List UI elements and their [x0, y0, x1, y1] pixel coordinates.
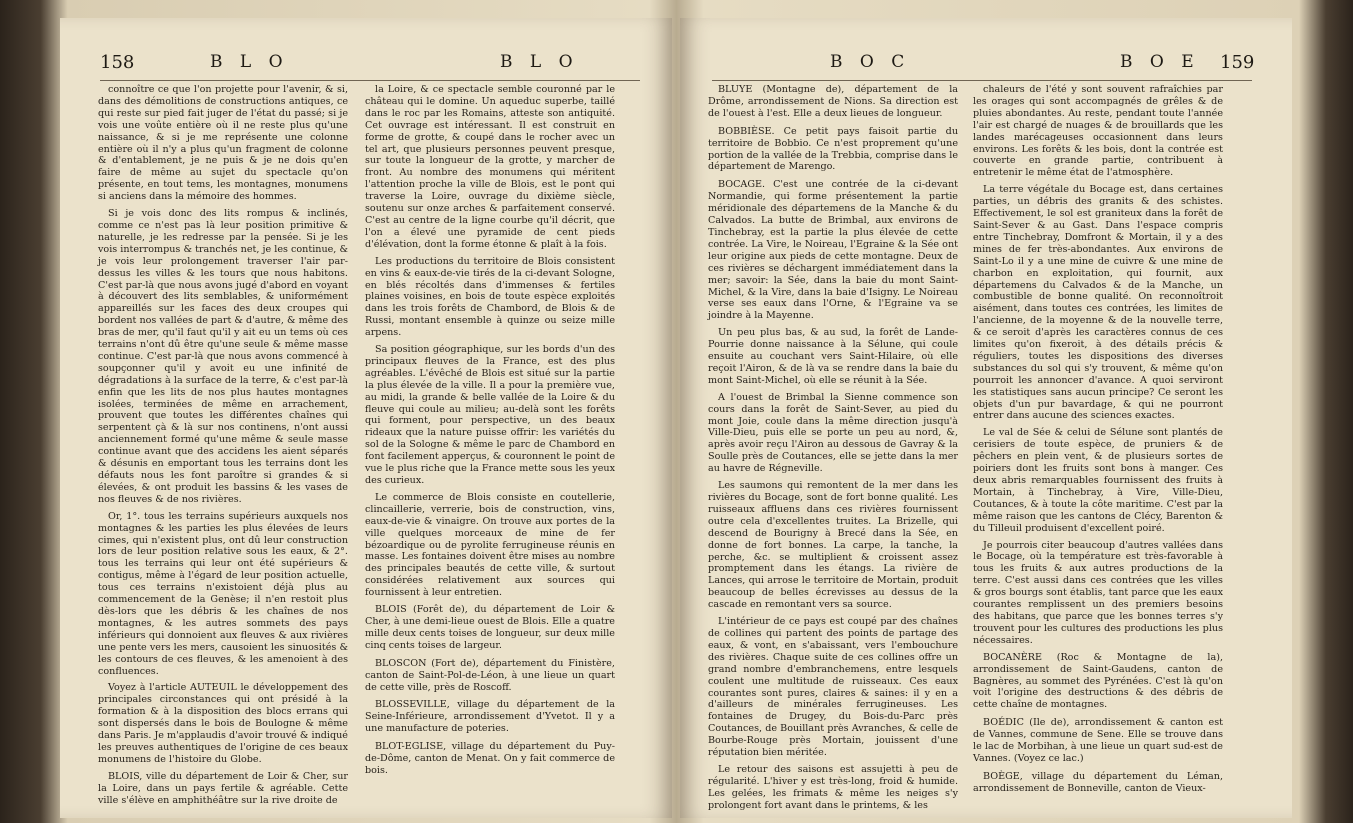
paragraph: Or, 1°. tous les terrains supérieurs auxquels nos montagnes & les parties les plus élevées de leurs cimes, qui n'existent plus, ont dû leur construction lors de leur position relative sous les eaux, & 2°. tous les terrains qui leur ont été supérieurs & contigus, même à l'égard de leur position actuelle, tous ces terrains n'existoient déjà plus au commencement de la Genèse; il n'en restoit plus dès-lors que les débris & les chaînes de nos montagnes, & les autres sommets des pays inférieurs qui donnoient aux fleuves & aux rivières une pente vers les mers, causoient les sinuosités & les contours de ces fleuves, & les amenoient à des confluences.: [98, 510, 348, 677]
paragraph: Voyez à l'article AUTEUIL le développement des principales circonstances qui ont présidé à la formation & à la disposition des blocs errans qui sont dispersés dans le bois de Boulogne & même dans Paris. Je m'applaudis d'avoir trouvé & indiqué les preuves authentiques de l'origine de ces beaux monumens de l'histoire du Globe.: [98, 682, 348, 765]
page-number-left: 158: [100, 52, 135, 73]
right-column-2: [973, 84, 1223, 801]
paragraph: la Loire, & ce spectacle semble couronné par le château qui le domine. Un aqueduc superbe, taillé dans le roc par les Romains, atteste son antiquité. Cet ouvrage est intéressant. Il est construit en forme de grotte, & coupé dans le rocher avec un tel art, que plusieurs personnes peuvent presque, sur toute la longueur de la grotte, y marcher de front. Au nombre des monumens qui méritent l'attention proche la ville de Blois, est le pont qui traverse la Loire, ouvrage du dixième siècle, soutenu sur onze arches & parfaitement conservé. C'est au centre de la ligne courbe qu'il décrit, que l'on a élevé une pyramide de cent pieds d'élévation, dont la forme étonne & plaît à la fois.: [365, 84, 615, 250]
paragraph: BOBBIÈSE. Ce petit pays faisoit partie du territoire de Bobbio. Ce n'est proprement qu'une portion de la vallée de la Trebbia, comprise dans le département de Marengo.: [708, 125, 958, 173]
paragraph: BOCAGE. C'est une contrée de la ci-devant Normandie, qui forme présentement la partie méridionale des départemens de la Manche & du Calvados. La butte de Brimbal, aux environs de Tinchebray, est la partie la plus élevée de cette contrée. La Vire, le Noireau, l'Egraine & la Sée ont leur origine aux pieds de cette montagne. Deux de ces rivières se déchargent immédiatement dans la mer; savoir: la Sée, dans la baie du mont Saint-Michel, & la Vire, dans la baie d'Isigny. Le Noireau verse ses eaux dans l'Orne, & l'Egraine va se joindre à la Mayenne.: [708, 179, 958, 322]
left-column-2: [365, 84, 615, 783]
paragraph: La terre végétale du Bocage est, dans certaines parties, un débris des granits & des schistes. Effectivement, le sol est graniteux dans la forêt de Saint-Sever & au Gast. Dans l'espace compris entre Tinchebray, Domfront & Mortain, il y a des mines de fer très-abondantes. Aux environs de Saint-Lo il y a une mine de cuivre & une mine de charbon en exploitation, qui fournit, aux départemens du Calvados & de la Manche, un combustible de bonne qualité. On reconnoîtroit aisément, dans toutes ces contrées, les limites de l'ancienne, de la moyenne & de la nouvelle terre, & ce seroit d'après les caractères connus de ces limites qu'on fixeroit, à des détails précis & réguliers, toutes les dispositions des diverses substances du sol qui s'y trouvent, & même qu'on pourroit les annoncer d'avance. A quoi serviront les statistiques sans aucun principe? Ce seront les objets d'un pur bavardage, & qui ne pourront entrer dans aucune des sciences exactes.: [973, 184, 1223, 422]
paragraph: Le commerce de Blois consiste en coutellerie, clincaillerie, verrerie, bois de construction, vins, eaux-de-vie & vinaigre. On trouve aux portes de la ville quelques morceaux de mine de fer bézoardique ou de pyrolite ferrugineuse réunis en masse. Les fontaines doivent être mises au nombre des principales beautés de cette ville, & surtout considérées relativement aux sources qui fournissent à leur entretien.: [365, 491, 615, 599]
running-head-left-2: B L O: [500, 52, 579, 72]
paragraph: A l'ouest de Brimbal la Sienne commence son cours dans la forêt de Saint-Sever, au pied du mont Joie, coule dans la même direction jusqu'à Ville-Dieu, puis elle se porte un peu au nord, &, après avoir reçu l'Airon au dessous de Gavray & la Soulle près de Coutances, elle se jette dans la mer au havre de Régneville.: [708, 391, 958, 475]
left-column-1: [98, 84, 348, 811]
paragraph: BLOT-EGLISE, village du département du Puy-de-Dôme, canton de Menat. On y fait commerce de bois.: [365, 741, 615, 776]
left-page: [60, 18, 672, 818]
paragraph: BOÈGE, village du département du Léman, arrondissement de Bonneville, canton de Vieux-: [973, 770, 1223, 794]
right-column-1: [708, 84, 958, 817]
paragraph: BOÉDIC (Ile de), arrondissement & canton est de Vannes, commune de Sene. Elle se trouve dans le lac de Morbihan, à une lieue un quart sud-est de Vannes. (Voyez ce lac.): [973, 717, 1223, 764]
paragraph: Le retour des saisons est assujetti à peu de régularité. L'hiver y est très-long, froid & humide. Les gelées, les frimats & même les neiges s'y prolongent fort avant dans le printems, & les: [708, 763, 958, 811]
paragraph: Le val de Sée & celui de Sélune sont plantés de cerisiers de toute espèce, de pruniers & de pêchers en plein vent, & de plusieurs sortes de poiriers dont les fruits sont bons à manger. Ces deux abris remarquables fournissent des fruits à Mortain, à Tinchebray, à Vire, Ville-Dieu, Coutances, & à toute la côte maritime. C'est par la même raison que les cantons de Clécy, Barenton & du Tilleuil produisent d'excellent poiré.: [973, 427, 1223, 534]
running-head-right-2: B O E: [1120, 52, 1200, 72]
paragraph: Je pourrois citer beaucoup d'autres vallées dans le Bocage, où la température est très-favorable à tous les fruits & aux autres productions de la terre. C'est aussi dans ces contrées que les villes & gros bourgs sont établis, tant parce que les eaux courantes remplissent un des premiers besoins des habitans, que parce que les bonnes terres s'y trouvent pour les cultures des productions les plus nécessaires.: [973, 539, 1223, 646]
paragraph: Les productions du territoire de Blois consistent en vins & eaux-de-vie tirés de la ci-devant Sologne, en blés récoltés dans d'immenses & fertiles plaines voisines, en bois de toute espèce exploités dans les trois forêts de Chambord, de Blois & de Russi, montant ensemble à quinze ou seize mille arpens.: [365, 255, 615, 339]
page-number-right: 159: [1220, 52, 1255, 73]
paragraph: BLOIS (Forêt de), du département de Loir & Cher, à une demi-lieue ouest de Blois. Elle a quatre mille deux cents toises de longueur, sur deux mille cinq cents toises de largeur.: [365, 604, 615, 651]
paragraph: Sa position géographique, sur les bords d'un des principaux fleuves de la France, est des plus agréables. L'évêché de Blois est situé sur la partie la plus élevée de la ville. Il a pour la première vue, au midi, la grande & belle vallée de la Loire & du fleuve qui coule au milieu; au-delà sont les forêts qui forment, pour perspective, un des beaux rideaux que la nature puisse offrir: les variétés du sol de la Sologne & même le parc de Chambord en font facilement apperçus, & couronnent le point de vue le plus riche que la France mette sous les yeux des curieux.: [365, 344, 615, 486]
running-head-left-1: B L O: [210, 52, 289, 72]
paragraph: Les saumons qui remontent de la mer dans les rivières du Bocage, sont de fort bonne qualité. Les ruisseaux affluens dans ces rivières fournissent outre cela d'excellentes truites. La Brizelle, qui descend de Bourigny à Brecé dans la Sée, en donne de fort bonnes. La carpe, la tanche, la perche, &c. se multiplient & croissent assez promptement dans les étangs. La rivière de Lances, qui arrose le territoire de Mortain, produit beaucoup de belles écrevisses au dessus de la cascade en remontant vers sa source.: [708, 480, 958, 611]
paragraph: L'intérieur de ce pays est coupé par des chaînes de collines qui partent des points de partage des eaux, & vont, en s'abaissant, vers l'embouchure des rivières. Chaque suite de ces collines offre un grand nombre d'embranchemens, entre lesquels coulent une multitude de ruisseaux. Ces eaux courantes sont pures, claires & saines: il y en a d'ailleurs de minérales ferrugineuses. Les fontaines de Drugey, du Bois-du-Parc près Coutances, de Bouillant près Avranches, & celle de Bourbe-Rouge près Mortain, jouissent d'une réputation bien méritée.: [708, 616, 958, 759]
running-head-right-1: B O C: [830, 52, 911, 72]
paragraph: BLOIS, ville du département de Loir & Cher, sur la Loire, dans un pays fertile & agréable. Cette ville s'élève en amphithéâtre sur la rive droite de: [98, 770, 348, 806]
paragraph: BLOSSEVILLE, village du département de la Seine-Inférieure, arrondissement d'Yvetot. Il y a une manufacture de poteries.: [365, 699, 615, 735]
paragraph: chaleurs de l'été y sont souvent rafraîchies par les orages qui sont accompagnés de grêles & de pluies abondantes. Au reste, pendant toute l'année l'air est chargé de nuages & de brouillards que les landes marécageuses occasionnent dans leurs environs. Les forêts & les bois, dont la contrée est couverte en grande partie, contribuent à entretenir le même état de l'atmosphère.: [973, 84, 1223, 179]
paragraph: Un peu plus bas, & au sud, la forêt de Lande-Pourrie donne naissance à la Sélune, qui coule ensuite au couchant vers Saint-Hilaire, où elle reçoit l'Airon, & de là va se rendre dans la baie du mont Saint-Michel, où elle se réunit à la Sée.: [708, 327, 958, 386]
right-page: [680, 18, 1292, 818]
paragraph: Si je vois donc des lits rompus & inclinés, comme ce n'est pas là leur position primitive & naturelle, je les redresse par la pensée. Si je les vois interrompus & tranchés net, je les continue, & je vois leur prolongement traverser l'air par-dessus les villes & les tours que nous habitons. C'est par-là que nous avons jugé d'abord en voyant à découvert des lits semblables, & uniformément appareillés sur les faces des deux croupes qui bordent nos vallées de part & d'autre, & même des bras de mer, qu'il faut qu'il y ait eu un tems où ces terrains n'ont dû être qu'une seule & même masse continue. C'est par-là que nous avons commencé à soupçonner qu'il y avoit eu une infinité de dégradations à la surface de la terre, & c'est par-là enfin que les lits de nos plus hautes montagnes isolées, terminées de même en arrachement, prouvent que toutes les différentes chaînes qui serpentent çà & là sur nos continens, n'ont aussi anciennement formé qu'une même & seule masse continue avant que des accidens les aient séparés & désunis en emportant tous les terrains dont les défauts nous les font paroître si grandes & si élevées, & ont produit les bassins & les vases de nos fleuves & de nos rivières.: [98, 208, 348, 505]
header-rule-right: [712, 80, 1252, 81]
paragraph: connoître ce que l'on projette pour l'avenir, & si, dans des démolitions de constructions antiques, ce qui reste sur pied fait juger de l'état du passé; si je vois une voûte entière où il ne reste plus qu'une naissance, & si je me représente une colonne entière où il n'y a plus qu'un fragment de colonne & d'entablement, je ne puis & je ne dois qu'en faire de même au sujet du spectacle qu'on présente, en tout tems, les montagnes, monumens si anciens dans la mémoire des hommes.: [98, 84, 348, 203]
paragraph: BLUYE (Montagne de), département de la Drôme, arrondissement de Nions. Sa direction est de l'ouest à l'est. Elle a deux lieues de longueur.: [708, 84, 958, 119]
paragraph: BOCANÈRE (Roc & Montagne de la), arrondissement de Saint-Gaudens, canton de Bagnères, au sommet des Pyrénées. C'est là qu'on voit l'origine des destructions & des débris de cette chaîne de montagnes.: [973, 651, 1223, 711]
header-rule-left: [100, 80, 640, 81]
paragraph: BLOSCON (Fort de), département du Finistère, canton de Saint-Pol-de-Léon, à une lieue un quart de cette ville, près de Roscoff.: [365, 657, 615, 693]
